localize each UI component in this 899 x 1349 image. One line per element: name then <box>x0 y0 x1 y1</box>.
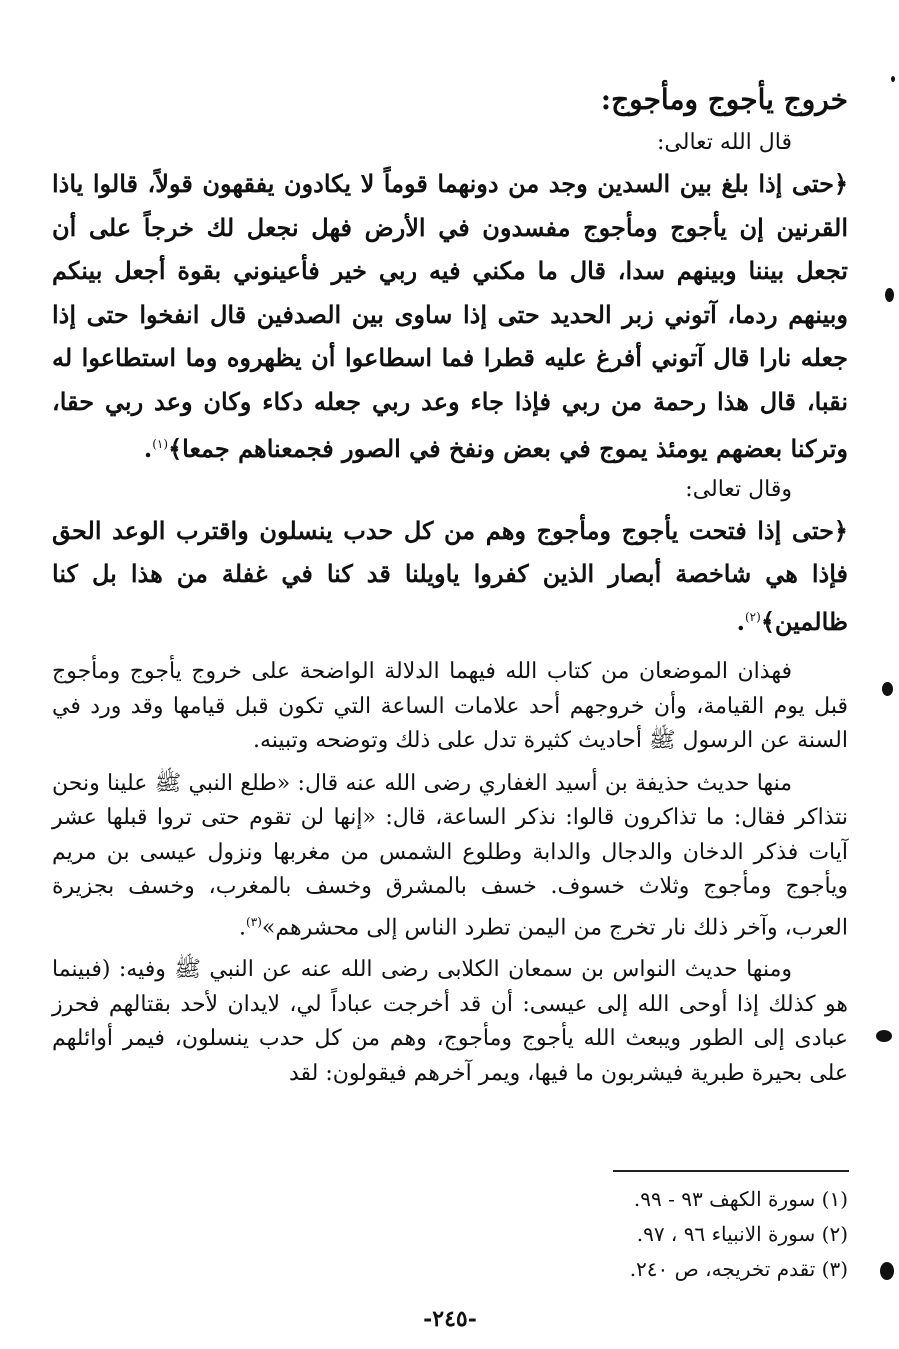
verse-intro-2: وقال تعالى: <box>685 476 792 502</box>
section-title: خروج يأجوج ومأجوج: <box>600 83 848 116</box>
page-number: -٢٤٥- <box>423 1306 477 1332</box>
verse-intro-1: قال الله تعالى: <box>657 130 792 155</box>
footnote-ref-1: (١) <box>152 437 169 451</box>
footnote-1: (١) سورة الكهف ٩٣ - ٩٩. <box>633 1187 848 1211</box>
scan-mark-2 <box>882 682 893 696</box>
verse-2-text: ﴿حتى إذا فتحت يأجوج ومأجوج وهم من كل حدب ينسلون واقترب الوعد الحق فإذا هي شاخصة أبصار الذين كفروا ياويلنا قد كنا في غفلة من هذا بل كنا ظالمين﴾ <box>52 515 848 636</box>
footnotes <box>450 1182 848 1287</box>
paragraph-2: منها حديث حذيفة بن أسيد الغفاري رضى الله عنه قال: «طلع النبي ﷺ علينا ونحن نتذاكر فقال: ما تذاكرون قالوا: نذكر الساعة، قال: «إنها لن تقوم حتى تروا قبلها عشر آيات فذكر الدخان والدجال والدابة وطلوع الشمس من مغربها ونزول عيسى بن مريم ويأجوج ومأجوج وثلاث خسوف. خسف بالمشرق وخسف بالمغرب، وخسف بجزيرة العرب، وآخر ذلك نار تخرج من اليمن تطرد الناس إلى محشرهم»$^{(٣)}$. <box>52 770 848 940</box>
scan-mark-5 <box>891 76 895 82</box>
main-text <box>52 78 848 1091</box>
scan-mark-3 <box>876 1030 892 1042</box>
footnote-3: (٣) تقدم تخريجه، ص ٢٤٠. <box>629 1257 848 1281</box>
verse-1-text: ﴿حتى إذا بلغ بين السدين وجد من دونهما قوماً لا يكادون يفقهون قولاً، قالوا ياذا القرنين إن يأجوج ومأجوج مفسدون في الأرض فهل نجعل لك خرجاً على أن تجعل بيننا وبينهم سدا، قال ما مكني فيه ربي خير فأعينوني بقوة أجعل بينكم وبينهم ردما، آتوني زبر الحديد حتى إذا ساوى بين الصدفين قال انفخوا حتى إذا جعله نارا قال آتوني أفرغ عليه قطرا فما اسطاعوا أن يظهروه وما استطاعوا له نقبا، قال هذا رحمة من ربي فإذا جاء وعد ربي جعله دكاء وكان وعد ربي حقا، وتركنا بعضهم يومئذ يموج في بعض ونفخ في الصور فجمعناهم جمعا﴾ <box>52 169 849 463</box>
footnote-divider <box>613 1170 849 1172</box>
paragraph-2-text: منها حديث حذيفة بن أسيد الغفاري رضى الله عنه قال: «طلع النبي ﷺ علينا ونحن نتذاكر فقال: ما تذاكرون قالوا: نذكر الساعة، قال: «إنها لن تقوم حتى تروا قبلها عشر آيات فذكر الدخان والدجال والدابة وطلوع الشمس من مغربها ونزول عيسى بن مريم ويأجوج ومأجوج وثلاث خسوف. خسف بالمشرق وخسف بالمغرب، وخسف بجزيرة العرب، وآخر ذلك نار تخرج من اليمن تطرد الناس إلى محشرهم» <box>52 770 848 940</box>
paragraph-1: فهذان الموضعان من كتاب الله فيهما الدلالة الواضحة على خروج يأجوج ومأجوج قبل يوم القيامة، وأن خروجهم أحد علامات الساعة التي تكون قبل قيامها وقد ورد في السنة عن الرسول ﷺ أحاديث كثيرة تدل على ذلك وتوضحه وتبينه. <box>52 659 848 753</box>
scan-mark-1 <box>885 288 894 302</box>
paragraph-3: ومنها حديث النواس بن سمعان الكلابى رضى الله عنه عن النبي ﷺ وفيه: (فبينما هو كذلك إذا أوحى الله إلى عيسى: أن قد أخرجت عباداً لي، لايدان لأحد بقتالهم فحرز عبادى إلى الطور ويبعث الله يأجوج ومأجوج، وهم من كل حدب ينسلون، فيمر أوائلهم على بحيرة طبرية فيشربون ما فيها، ويمر آخرهم فيقولون: لقد <box>52 957 848 1086</box>
footnote-ref-3: (٣) <box>246 914 262 929</box>
footnote-ref-2: (٢) <box>744 609 761 624</box>
footnote-2: (٢) سورة الانبياء ٩٦ ، ٩٧. <box>636 1222 848 1246</box>
scan-mark-4 <box>880 1262 894 1280</box>
quran-verse-1: ﴿حتى إذا بلغ بين السدين وجد من دونهما قوماً لا يكادون يفقهون قولاً، قالوا ياذا القرنين إن يأجوج ومأجوج مفسدون في الأرض فهل نجعل لك خرجاً على أن تجعل بيننا وبينهم سدا، قال ما مكني فيه ربي خير فأعينوني بقوة أجعل بينكم وبينهم ردما، آتوني زبر الحديد حتى إذا ساوى بين الصدفين قال انفخوا حتى إذا جعله نارا قال آتوني أفرغ عليه قطرا فما اسطاعوا أن يظهروه وما استطاعوا له نقبا، قال هذا رحمة من ربي فإذا جاء وعد ربي جعله دكاء وكان وعد ربي حقا، وتركنا بعضهم يومئذ يموج في بعض ونفخ في الصور فجمعناهم جمعا﴾$^{(١)}$. <box>52 169 849 463</box>
quran-verse-2: ﴿حتى إذا فتحت يأجوج ومأجوج وهم من كل حدب ينسلون واقترب الوعد الحق فإذا هي شاخصة أبصار الذين كفروا ياويلنا قد كنا في غفلة من هذا بل كنا ظالمين﴾$^{(٢)}$. <box>52 515 848 636</box>
